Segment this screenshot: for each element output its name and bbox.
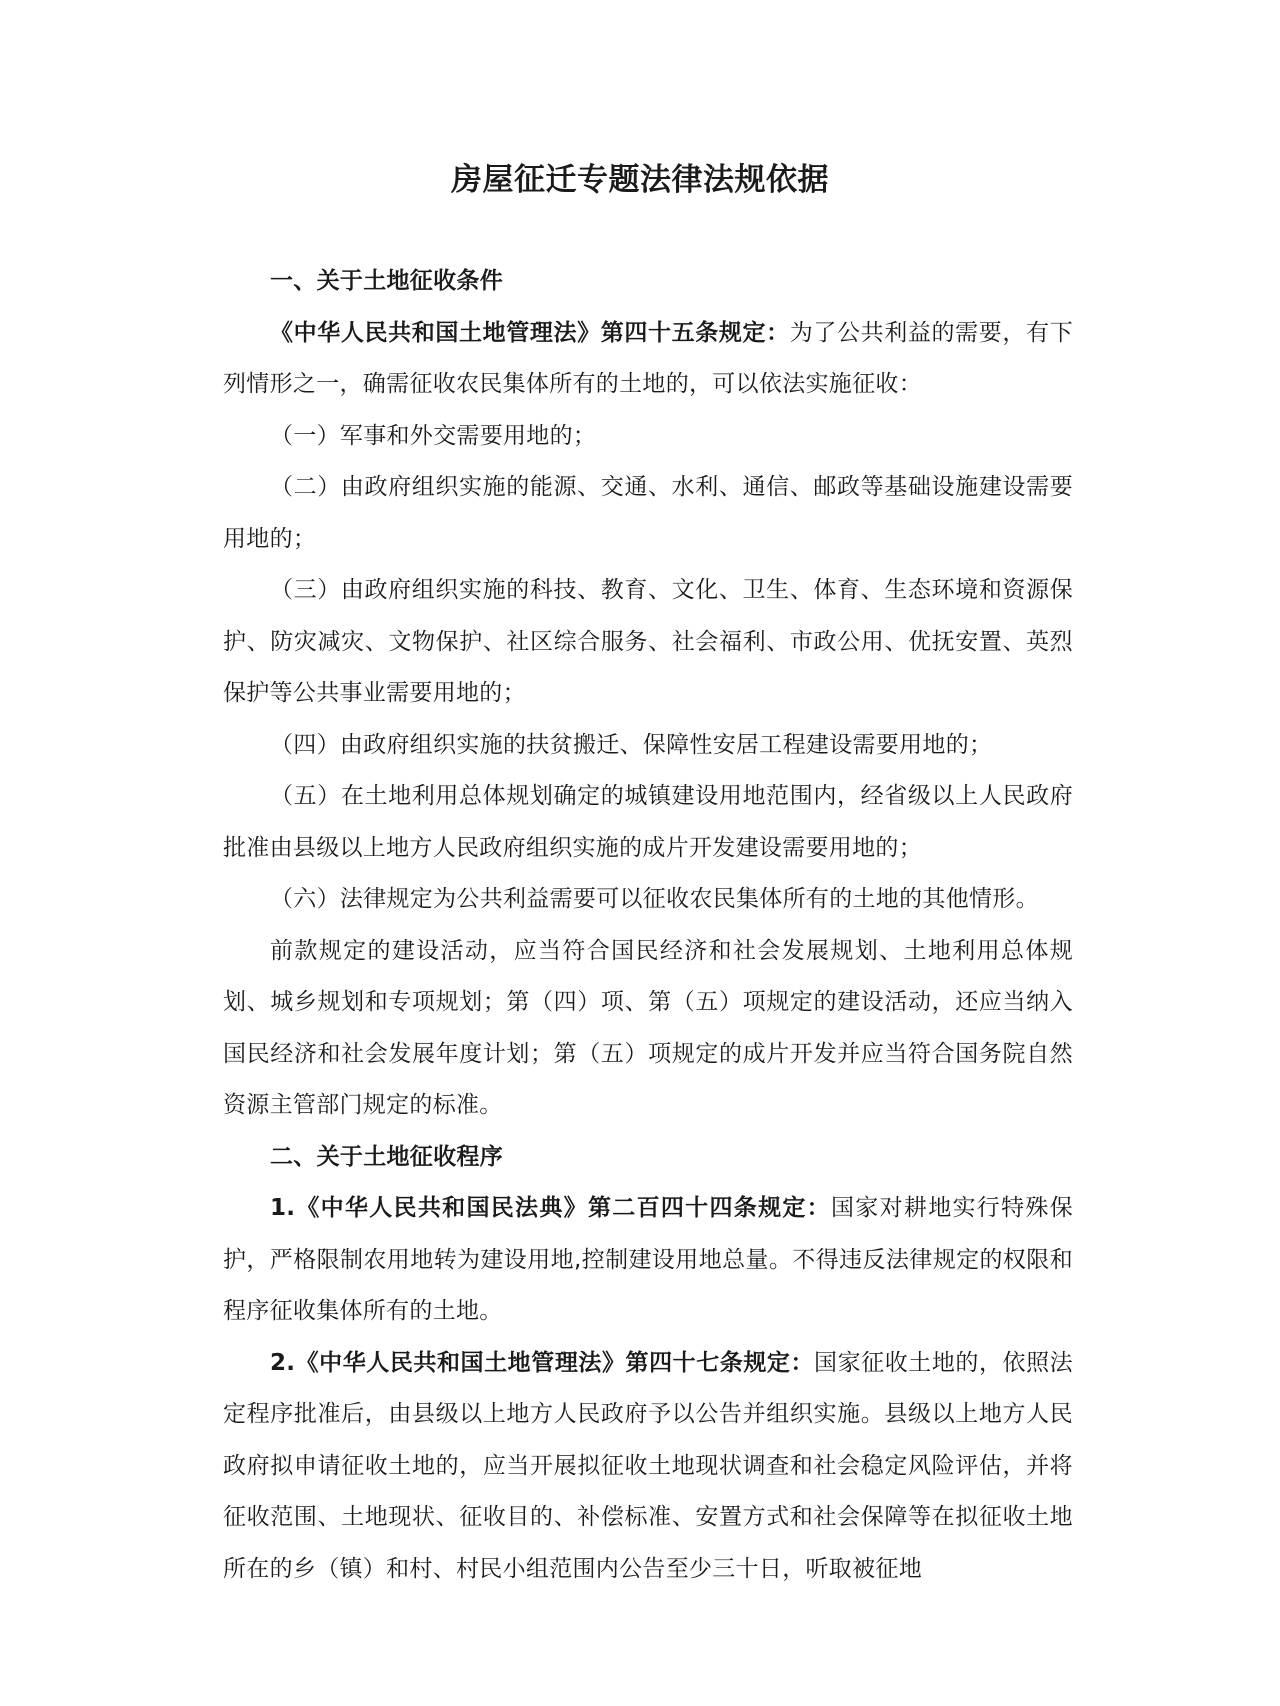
paragraph-text: 国家征收土地的，依照法定程序批准后，由县级以上地方人民政府予以公告并组织实施。县级以上地方人民政府拟申请征收土地的，应当开展拟征收土地现状调查和社会稳定风险评估，并将征收范围、土地现状、征收目的、补偿标准、安置方式和社会保障等在拟征收土地所在的乡（镇）和村、村民小组范围内公告至少三十日，听取被征地 [223,1349,1073,1582]
section-1-closing: 前款规定的建设活动，应当符合国民经济和社会发展规划、土地利用总体规划、城乡规划和专项规划；第（四）项、第（五）项规定的建设活动，还应当纳入国民经济和社会发展年度计划；第（五）项规定的成片开发并应当符合国务院自然资源主管部门规定的标准。 [223,937,1073,1118]
list-item: （四）由政府组织实施的扶贫搬迁、保障性安居工程建设需要用地的； [270,731,993,758]
list-item: （三）由政府组织实施的科技、教育、文化、卫生、体育、生态环境和资源保护、防灾减灾、文物保护、社区综合服务、社会福利、市政公用、优抚安置、英烈保护等公共事业需要用地的； [223,577,1073,706]
section-2-heading: 二、关于土地征收程序 [270,1143,503,1170]
law-reference: 2.《中华人民共和国土地管理法》第四十七条规定： [270,1349,815,1376]
list-item: （一）军事和外交需要用地的； [270,422,597,449]
section-1-heading: 一、关于土地征收条件 [270,268,503,294]
law-reference: 1.《中华人民共和国民法典》第二百四十四条规定： [270,1195,831,1221]
law-reference: 《中华人民共和国土地管理法》第四十五条规定： [270,319,790,346]
clause-paragraph [223,1183,1073,1338]
paragraph-text: 国家对耕地实行特殊保护，严格限制农用地转为建设用地,控制建设用地总量。不得违反法律规定的权限和程序征收集体所有的土地。 [223,1195,1073,1324]
paragraph-text: 为了公共利益的需要，有下列情形之一，确需征收农民集体所有的土地的，可以依法实施征收： [223,319,1073,397]
document-body [223,256,1073,1595]
list-item: （二）由政府组织实施的能源、交通、水利、通信、邮政等基础设施建设需要用地的； [223,474,1073,552]
list-item: （五）在土地利用总体规划确定的城镇建设用地范围内，经省级以上人民政府批准由县级以上地方人民政府组织实施的成片开发建设需要用地的； [223,783,1073,861]
list-item: （六）法律规定为公共利益需要可以征收农民集体所有的土地的其他情形。 [270,886,1039,912]
clause-paragraph [223,1338,1073,1596]
section-1-paragraph [223,308,1073,411]
page-title: 房屋征迁专题法律法规依据 [451,162,829,198]
